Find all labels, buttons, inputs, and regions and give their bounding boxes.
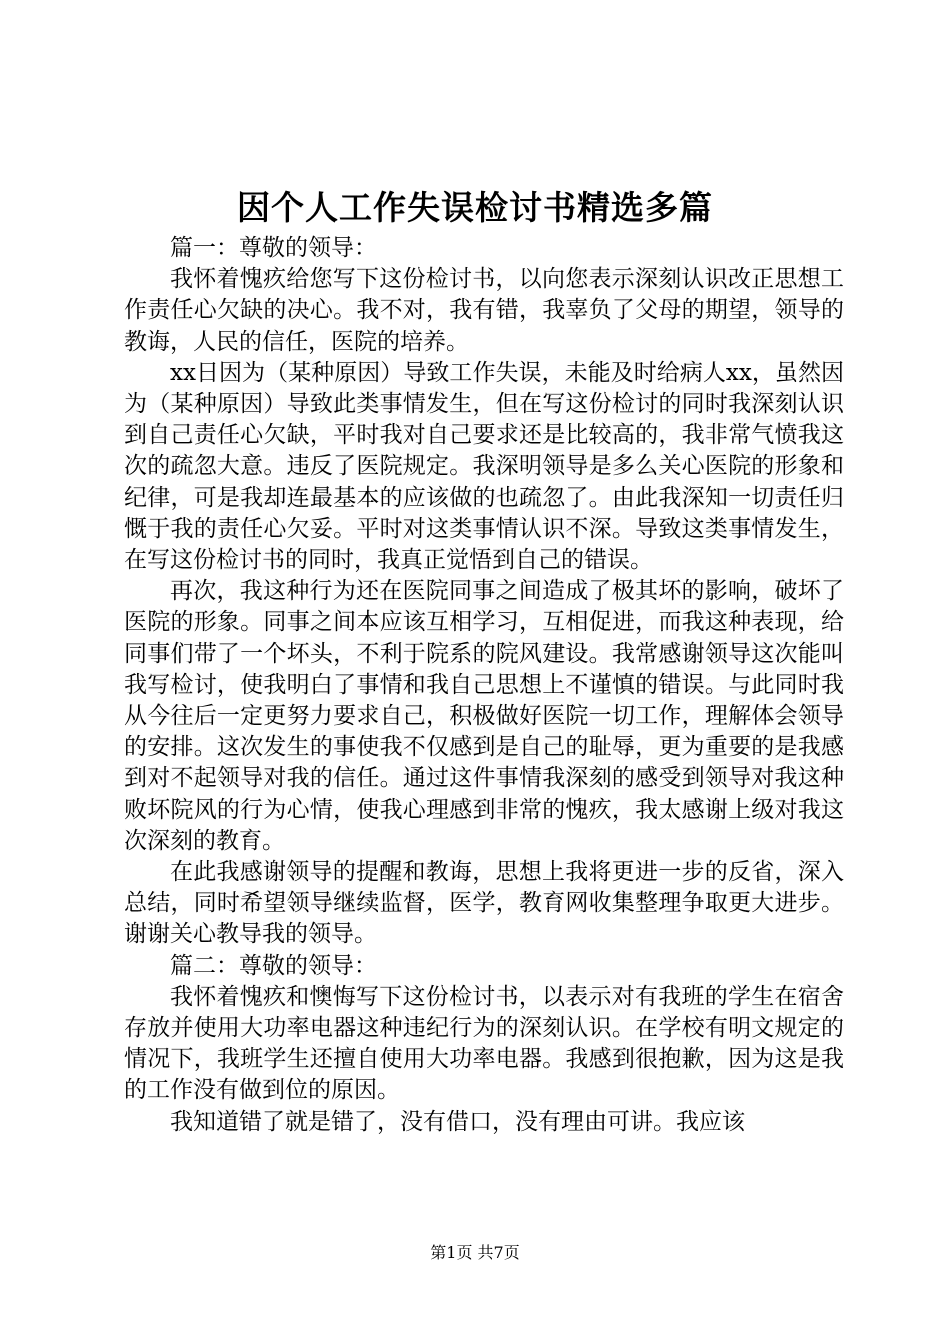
paragraph-5: 在此我感谢领导的提醒和教诲，思想上我将更进一步的反省，深入总结，同时希望领导继续监督，医学，教育网收集整理争取更大进步。谢谢关心教导我的领导。 (124, 859, 844, 948)
paragraph-3: xx日因为（某种原因）导致工作失误，未能及时给病人xx，虽然因为（某种原因）导致此类事情发生，但在写这份检讨的同时我深刻认识到自己责任心欠缺，平时我对自己要求还是比较高的，我非常气愤我这次的疏忽大意。违反了医院规定。我深明领导是多么关心医院的形象和纪律，可是我却连最基本的应该做的也疏忽了。由此我深知一切责任归慨于我的责任心欠妥。平时对这类事情认识不深。导致这类事情发生，在写这份检讨书的同时，我真正觉悟到自己的错误。 (124, 359, 844, 574)
paragraph-7: 我怀着愧疚和懊悔写下这份检讨书，以表示对有我班的学生在宿舍存放并使用大功率电器这种违纪行为的深刻认识。在学校有明文规定的情况下，我班学生还擅自使用大功率电器。我感到很抱歉，因为这是我的工作没有做到位的原因。 (124, 983, 844, 1104)
paragraph-1: 篇一：尊敬的领导： (170, 235, 377, 261)
page-footer: 第1页 共7页 (430, 1243, 520, 1262)
paragraph-4: 再次，我这种行为还在医院同事之间造成了极其坏的影响，破坏了医院的形象。同事之间本应该互相学习，互相促进，而我这种表现，给同事们带了一个坏头，不利于院系的院风建设。我常感谢领导这次能叫我写检讨，使我明白了事情和我自己思想上不谨慎的错误。与此同时我从今往后一定更努力要求自己，积极做好医院一切工作，理解体会领导的安排。这次发生的事使我不仅感到是自己的耻辱，更为重要的是我感到对不起领导对我的信任。通过这件事情我深刻的感受到领导对我这种败坏院风的行为心情，使我心理感到非常的愧疚，我太感谢上级对我这次深刻的教育。 (124, 578, 844, 854)
document-title: 因个人工作失误检讨书精选多篇 (237, 188, 713, 227)
paragraph-6: 篇二：尊敬的领导： (170, 952, 377, 979)
paragraph-2: 我怀着愧疚给您写下这份检讨书，以向您表示深刻认识改正思想工作责任心欠缺的决心。我不对，我有错，我辜负了父母的期望，领导的教诲，人民的信任，医院的培养。 (124, 266, 844, 355)
paragraph-8: 我知道错了就是错了，没有借口，没有理由可讲。我应该 (170, 1108, 745, 1135)
document-body (124, 233, 844, 1138)
